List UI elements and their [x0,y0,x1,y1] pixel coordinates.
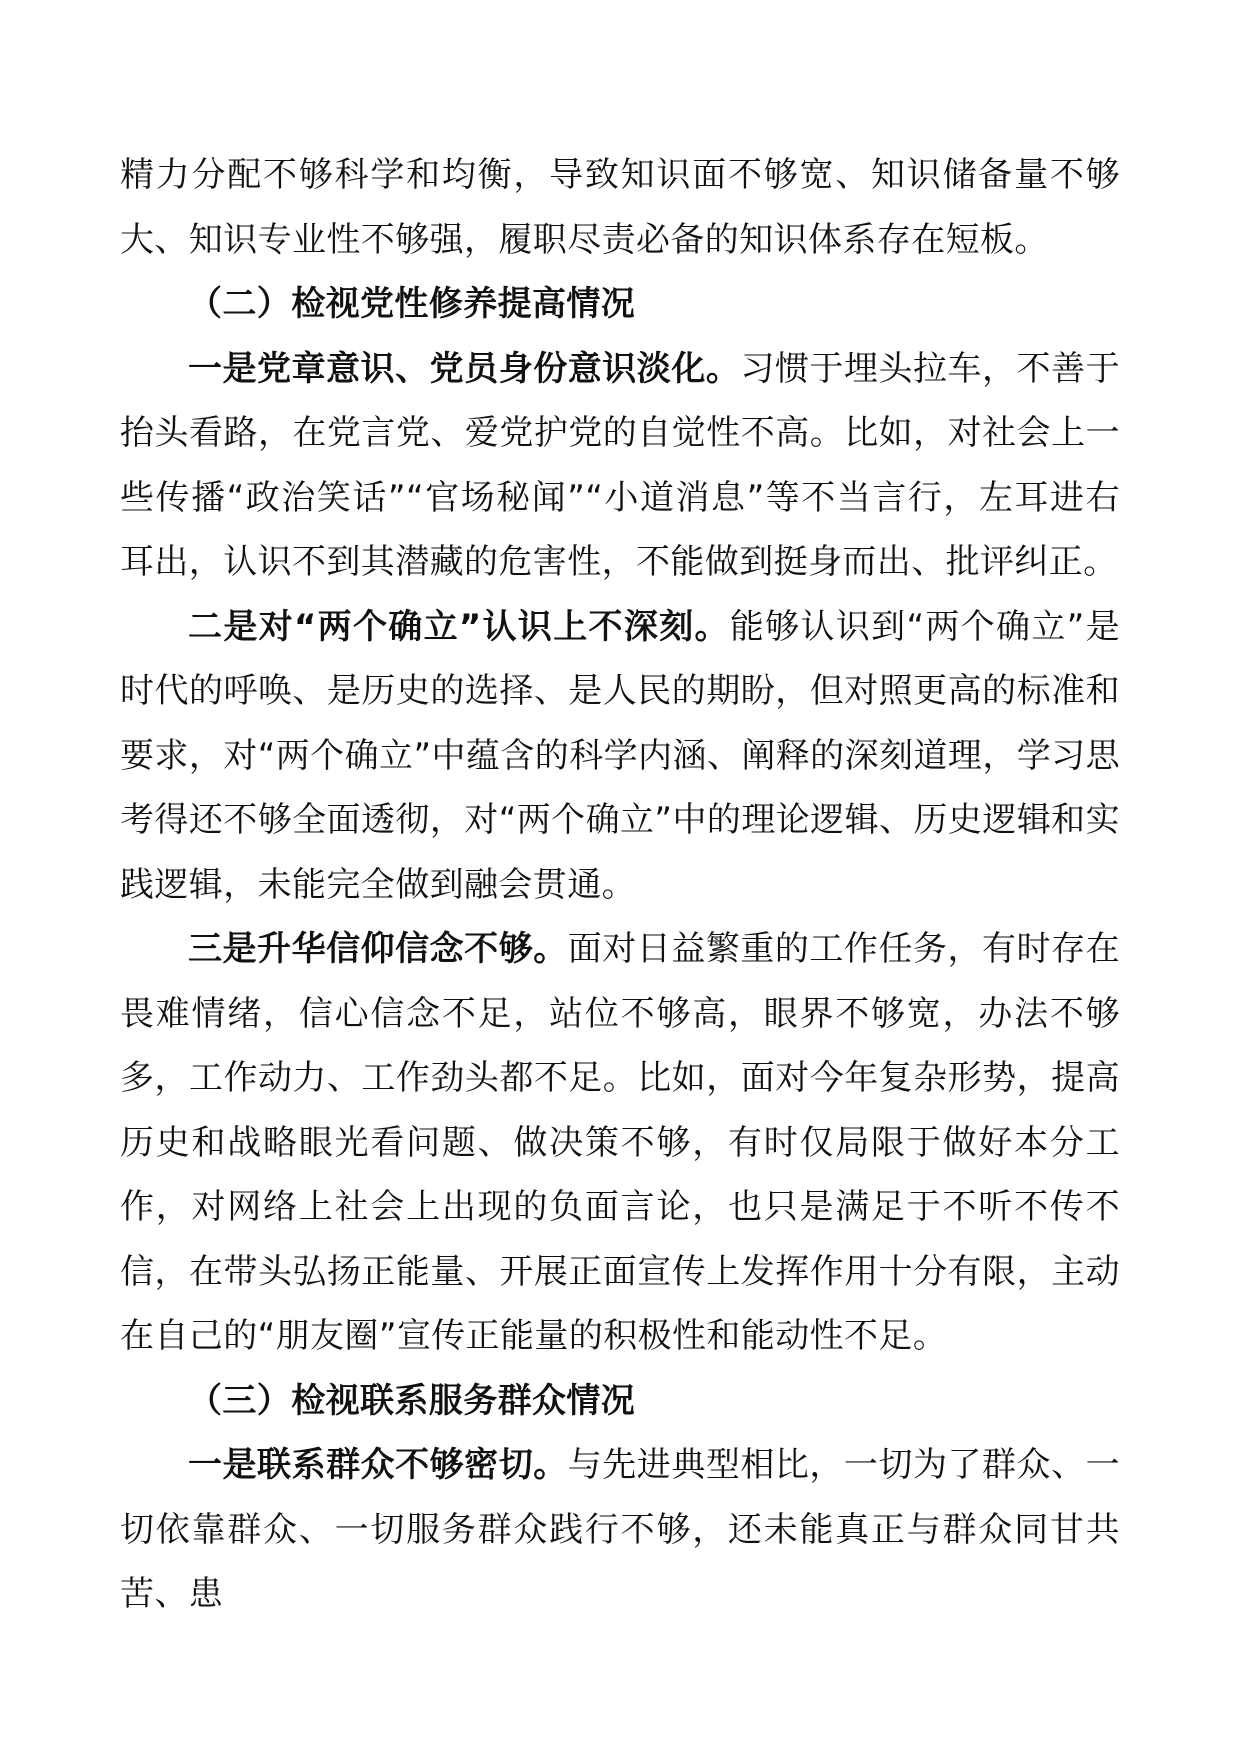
section-heading-3 [120,1369,1120,1434]
heading-text: （三）检视联系服务群众情况 [188,1380,636,1421]
paragraph-lead: 一是党章意识、党员身份意识淡化。 [188,348,741,389]
paragraph-two-establishments [120,595,1120,918]
paragraph-faith-belief [120,917,1120,1369]
paragraph-text: 与先进典型相比，一切为了群众、一切依靠群众、一切服务群众践行不够，还未能真正与群众同甘共苦、患 [120,1445,1120,1614]
paragraph-text: 习惯于埋头拉车，不善于抬头看路，在党言党、爱党护党的自觉性不高。比如，对社会上一些传播“政治笑话”“官场秘闻”“小道消息”等不当言行，左耳进右耳出，认识不到其潜藏的危害性，不能做到挺身而出、批评纠正。 [120,348,1121,582]
paragraph-contact-masses [120,1433,1120,1627]
heading-text: （二）检视党性修养提高情况 [188,284,636,324]
paragraph-text: 面对日益繁重的工作任务，有时存在畏难情绪，信心信念不足，站位不够高，眼界不够宽，办法不够多，工作动力、工作劲头都不足。比如，面对今年复杂形势，提高历史和战略眼光看问题、做决策不够，有时仅局限于做好本分工作，对网络上社会上出现的负面言论，也只是满足于不听不传不信，在带头弘扬正能量、开展正面宣传上发挥作用十分有限，主动在自己的“朋友圈”宣传正能量的积极性和能动性不足。 [120,929,1120,1356]
paragraph-continuation [120,143,1120,272]
paragraph-party-charter [120,337,1120,595]
document-body [120,143,1120,1627]
section-heading-2 [120,272,1120,337]
paragraph-text: 精力分配不够科学和均衡，导致知识面不够宽、知识储备量不够大、知识专业性不够强，履职尽责必备的知识体系存在短板。 [120,155,1120,260]
paragraph-text: 能够认识到“两个确立”是时代的呼唤、是历史的选择、是人民的期盼，但对照更高的标准和要求，对“两个确立”中蕴含的科学内涵、阐释的深刻道理，学习思考得还不够全面透彻，对“两个确立”中的理论逻辑、历史逻辑和实践逻辑，未能完全做到融会贯通。 [120,606,1121,905]
paragraph-lead: 二是对“两个确立”认识上不深刻。 [188,606,730,647]
paragraph-lead: 三是升华信仰信念不够。 [188,929,568,969]
paragraph-lead: 一是联系群众不够密切。 [188,1445,568,1485]
